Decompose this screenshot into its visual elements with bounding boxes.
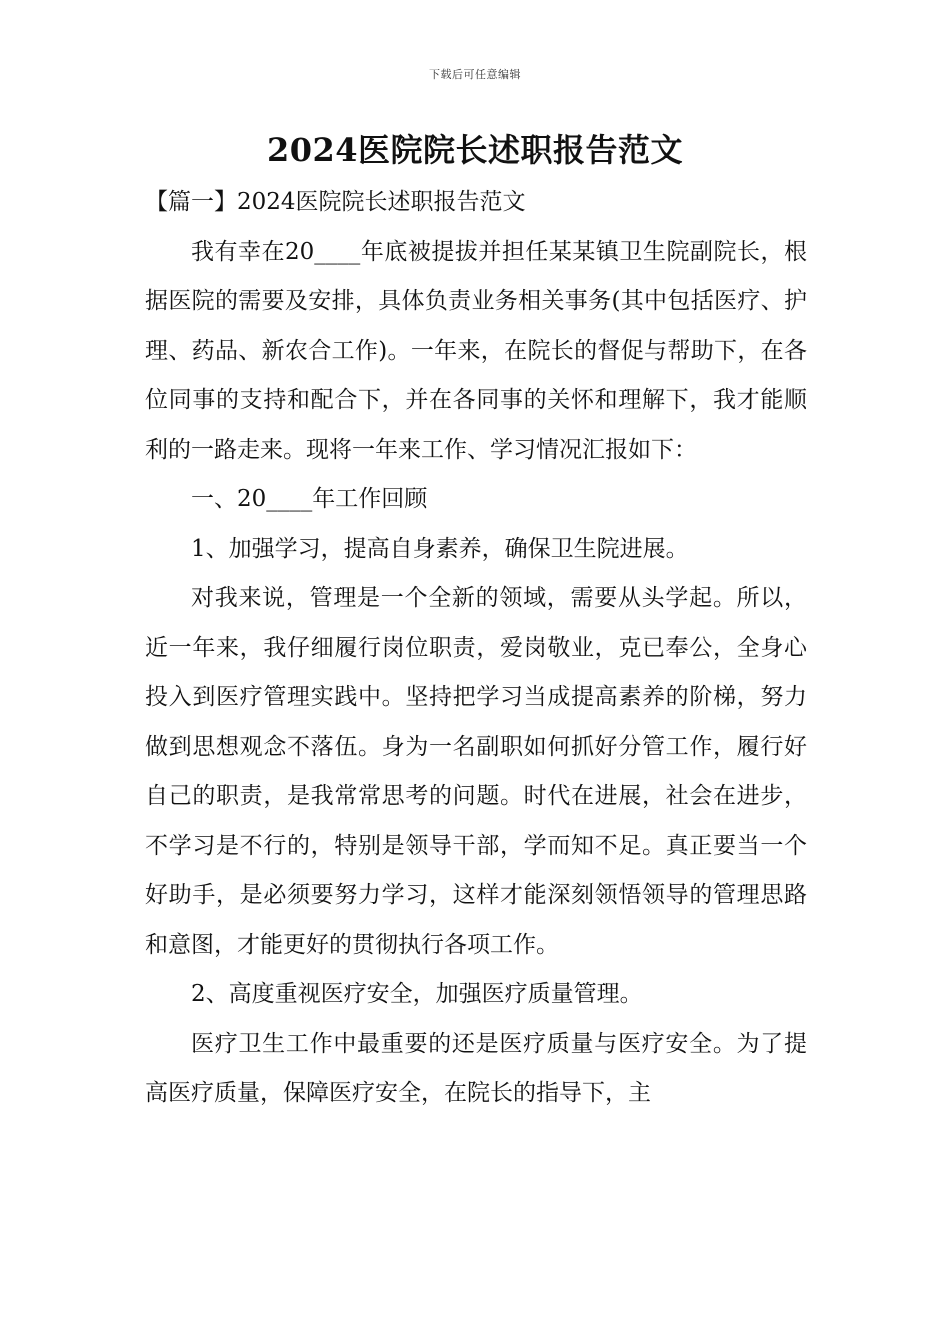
subheading-safety: 2、高度重视医疗安全，加强医疗质量管理。 bbox=[191, 981, 643, 1007]
paragraph-intro: 我有幸在20____年底被提拔并担任某某镇卫生院副院长，根据医院的需要及安排，具体负责业务相关事务(其中包括医疗、护理、药品、新农合工作)。一年来，在院长的督促与帮助下，在各位同事的支持和配合下，并在各同事的关怀和理解下，我才能顺利的一路走来。现将一年来工作、学习情况汇报如下： bbox=[145, 238, 807, 463]
section-heading: 【篇一】2024医院院长述职报告范文 bbox=[145, 189, 526, 215]
subheading-study: 1、加强学习，提高自身素养，确保卫生院进展。 bbox=[191, 535, 689, 562]
header-note: 下载后可任意编辑 bbox=[429, 68, 521, 81]
paragraph-safety: 医疗卫生工作中最重要的还是医疗质量与医疗安全。为了提高医疗质量，保障医疗安全，在院长的指导下，主 bbox=[145, 1030, 807, 1106]
paragraph-study: 对我来说，管理是一个全新的领域，需要从头学起。所以，近一年来，我仔细履行岗位职责，爱岗敬业，克已奉公，全身心投入到医疗管理实践中。坚持把学习当成提高素养的阶梯，努力做到思想观念不落伍。身为一名副职如何抓好分管工作，履行好自己的职责，是我常常思考的问题。时代在进展，社会在进步，不学习是不行的，特别是领导干部，学而知不足。真正要当一个好助手，是必须要努力学习，这样才能深刻领悟领导的管理思路和意图，才能更好的贯彻执行各项工作。 bbox=[145, 585, 807, 958]
document-body bbox=[145, 178, 807, 1119]
heading-review: 一、20____年工作回顾 bbox=[191, 486, 428, 512]
page-title: 2024医院院长述职报告范文 bbox=[266, 131, 684, 169]
